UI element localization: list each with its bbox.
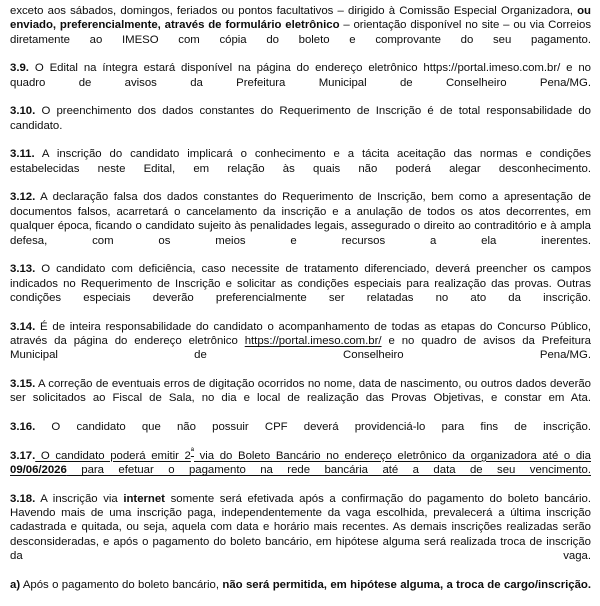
- clause-number: 3.18.: [10, 492, 36, 505]
- clause-text-segment: – orientação disponível no site – ou via Correios diretamente ao IMESO com cópia do boleto e comprovante do seu pagamento.: [10, 19, 591, 46]
- clause-number: 3.12.: [10, 191, 36, 204]
- clause-text-segment: É de inteira responsabilidade do candidato o acompanhamento de todas as etapas do Concurso Público, através da página do endereço eletrônico: [10, 320, 591, 347]
- clause-text-segment: A inscrição via: [35, 492, 124, 505]
- clause-3-17: [10, 445, 591, 492]
- clause-text-segment: O candidato com deficiência, caso necessite de tratamento diferenciado, deverá preencher os campos indicados no Requerimento de Inscrição e solicitar as condições especiais para realização das provas. Outras condições especiais deverão preferencialmente ser relatadas no ato da inscrição.: [10, 263, 591, 304]
- clause-text-segment: O preenchimento dos dados constantes do Requerimento de Inscrição é de total responsabilidade do candidato.: [10, 105, 591, 132]
- clause-a: [10, 578, 591, 606]
- clause-text-segment: O candidato poderá emitir 2: [35, 449, 191, 462]
- clause-number: 3.10.: [10, 105, 36, 118]
- clause-3-16: [10, 420, 591, 449]
- clause-text-segment: O Edital na íntegra estará disponível na página do endereço eletrônico https://portal.imeso.com.br/ e no quadro de avisos da Prefeitura Municipal de Conselheiro Pena/MG.: [10, 62, 591, 89]
- clause-number: 3.11.: [10, 148, 35, 161]
- clause-text-segment: internet: [123, 492, 165, 505]
- clause-text-segment: A correção de eventuais erros de digitação ocorridos no nome, data de nascimento, ou outros dados deverão ser solicitados ao Fiscal de Sala, no dia e local de realização das Provas Objetivas, e constar em Ata.: [10, 377, 591, 405]
- clause-3-9: [10, 61, 591, 104]
- clause-text-segment: para efetuar o pagamento na rede bancária até a data de seu vencimento.: [66, 464, 591, 476]
- clause-number: 3.17.: [10, 449, 36, 462]
- clause-text-segment: ª: [190, 445, 194, 456]
- clause-text-segment: somente será efetivada após a confirmação do pagamento do boleto bancário. Havendo mais de uma inscrição paga, independentemente da vaga escolhida, prevalecerá a última inscrição cadastrada e quitada, ou seja, aquela com data e horário mais recentes. As demais inscrições realizadas serão desconsideradas, e após o pagamento do boleto bancário, em hipótese alguma será realizada troca de inscrição da vaga.: [10, 492, 591, 563]
- clause-text-segment: A declaração falsa dos dados constantes do Requerimento de Inscrição, bem como a apresentação de documentos falsos, acarretará o cancelamento da inscrição e a anulação de todos os atos decorrentes, em qualquer época, ficando o candidato sujeito às penalidades legais, assegurado o direito ao contraditório e à ampla defesa, com os meios e recursos a ela inerentes.: [10, 191, 591, 247]
- clause-text-segment: A inscrição do candidato implicará o conhecimento e a tácita aceitação das normas e condições estabelecidas neste Edital, em relação às quais não poderá alegar desconhecimento.: [10, 148, 591, 175]
- clause-number: 3.9.: [10, 62, 29, 75]
- clause-text-segment: exceto aos sábados, domingos, feriados ou pontos facultativos – dirigido à Comissão Especial Organizadora,: [10, 5, 578, 17]
- clause-text-segment: Após o pagamento do boleto bancário,: [20, 578, 223, 591]
- clause-text-segment: 09/06/2026: [10, 464, 67, 476]
- clause-text-segment: https://portal.imeso.com.br/: [244, 334, 382, 347]
- clause-text-segment: ou enviado, preferencialmente, através de formulário eletrônico: [10, 5, 591, 32]
- clause-number: a): [10, 578, 21, 591]
- clause-number: 3.13.: [10, 263, 36, 276]
- continuation-paragraph: [10, 4, 591, 61]
- clause-text-segment: e no quadro de avisos da Prefeitura Municipal de Conselheiro Pena/MG.: [10, 334, 591, 362]
- clause-3-18: [10, 492, 591, 578]
- clause-3-12: [10, 190, 591, 262]
- clause-text-segment: O candidato que não possuir CPF deverá providenciá-lo para fins de inscrição.: [35, 420, 591, 433]
- clause-number: 3.16.: [10, 420, 36, 433]
- clause-text-segment: via do Boleto Bancário no endereço eletrônico da organizadora até o dia: [193, 449, 591, 462]
- clause-number: 3.14.: [10, 320, 36, 333]
- clause-3-13: [10, 262, 591, 319]
- clause-3-11: [10, 147, 591, 190]
- clause-list: [10, 4, 591, 606]
- clause-3-15: [10, 377, 591, 420]
- clause-number: 3.15.: [10, 377, 36, 390]
- clause-3-14: [10, 320, 591, 377]
- clause-3-10: [10, 104, 591, 147]
- clause-text-segment: não será permitida, em hipótese alguma, a troca de cargo/inscrição.: [222, 578, 591, 591]
